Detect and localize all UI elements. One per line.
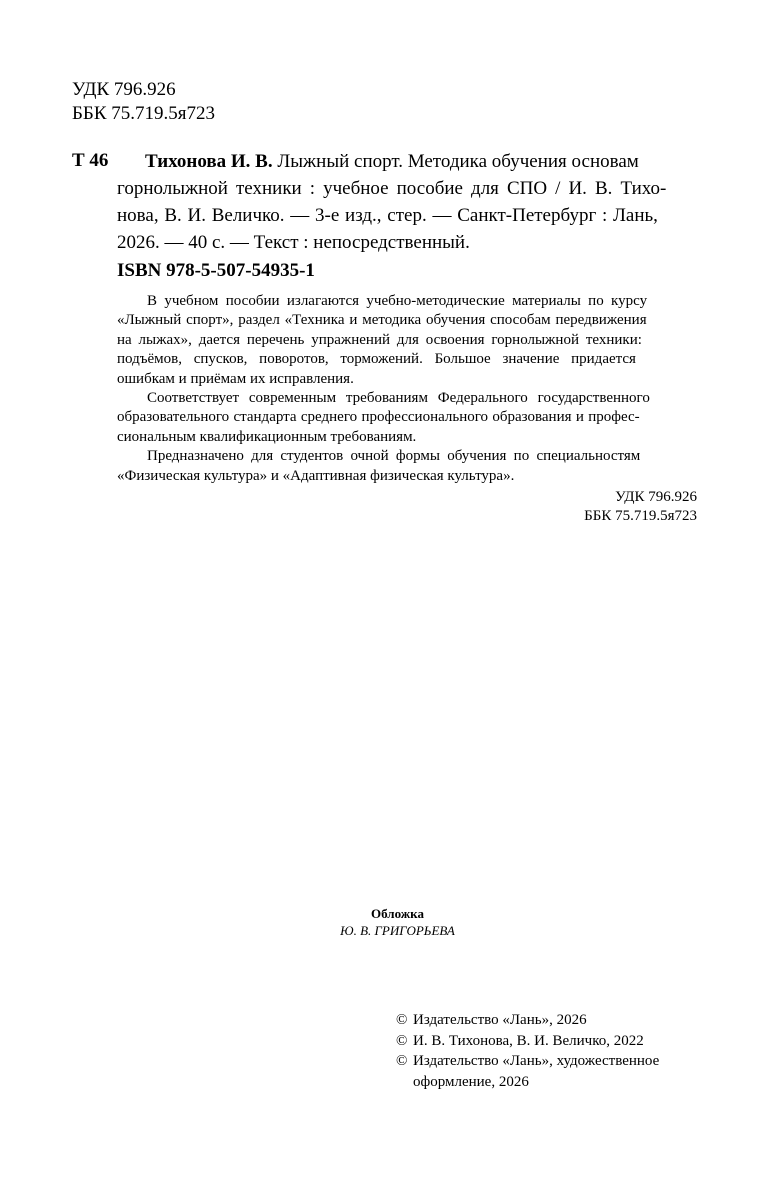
abstract-p2-line-2: образовательного стандарта среднего профессионального образования и профес- [117, 409, 640, 426]
bibliographic-description [117, 148, 697, 256]
abstract-p3-line-2: «Физическая культура» и «Адаптивная физическая культура». [117, 467, 515, 484]
abstract-p1-line-4: подъёмов, спусков, поворотов, торможений. Большое значение придается [117, 351, 636, 368]
isbn: ISBN 978-5-507-54935-1 [117, 260, 315, 281]
copyright-text-3: Издательство «Лань», художественное [413, 1053, 660, 1069]
abstract-p1-line-3: на лыжах», дается перечень упражнений для освоения горнолыжной техники: [117, 331, 642, 348]
biblio-line-2: горнолыжной техники : учебное пособие для СПО / И. В. Тихо- [117, 178, 667, 199]
abstract-p3-line-1: Предназначено для студентов очной формы обучения по специальностям [147, 448, 641, 465]
cover-designer: Ю. В. ГРИГОРЬЕВА [340, 923, 455, 938]
biblio-line-4: 2026. — 40 с. — Текст : непосредственный. [117, 232, 470, 253]
copyright-line-4: оформление, 2026 [413, 1073, 529, 1090]
bbk-code: ББК 75.719.5я723 [72, 103, 215, 124]
copyright-sign: © [396, 1053, 408, 1069]
biblio-line-3: нова, В. И. Величко. — 3-е изд., стер. — Санкт-Петербург : Лань, [117, 205, 658, 226]
biblio-title: Лыжный спорт. Методика обучения основам [277, 151, 639, 172]
classification-block-bottom [440, 488, 697, 527]
biblio-line-1 [117, 148, 697, 175]
copyright-text-1: Издательство «Лань», 2026 [413, 1012, 587, 1028]
copyright-line-1 [396, 1010, 716, 1031]
abstract-p1-line-2: «Лыжный спорт», раздел «Техника и методика обучения способам передвижения [117, 312, 647, 329]
copyright-sign: © [396, 1012, 408, 1028]
udk-code-bottom: УДК 796.926 [615, 489, 697, 505]
abstract-p1-line-5: ошибкам и приёмам их исправления. [117, 370, 354, 387]
copyright-text-2: И. В. Тихонова, В. И. Величко, 2022 [413, 1032, 644, 1049]
author-sign: Т 46 [72, 150, 109, 171]
copyright-line-2 [396, 1031, 716, 1052]
copyright-sign: © [396, 1032, 408, 1049]
classification-block-top [72, 78, 215, 126]
udk-code: УДК 796.926 [72, 79, 176, 100]
copyright-line-3 [396, 1051, 716, 1072]
copyright-block [396, 1010, 716, 1092]
bbk-code-bottom: ББК 75.719.5я723 [584, 508, 697, 525]
abstract [117, 292, 697, 486]
abstract-p2-line-3: сиональным квалификационным требованиям. [117, 428, 417, 445]
biblio-author: Тихонова И. В. [145, 151, 273, 172]
cover-label: Обложка [371, 906, 424, 921]
abstract-p1-line-1: В учебном пособии излагаются учебно-методические материалы по курсу [147, 293, 648, 309]
abstract-p2-line-1: Соответствует современным требованиям Федерального государственного [147, 390, 650, 407]
